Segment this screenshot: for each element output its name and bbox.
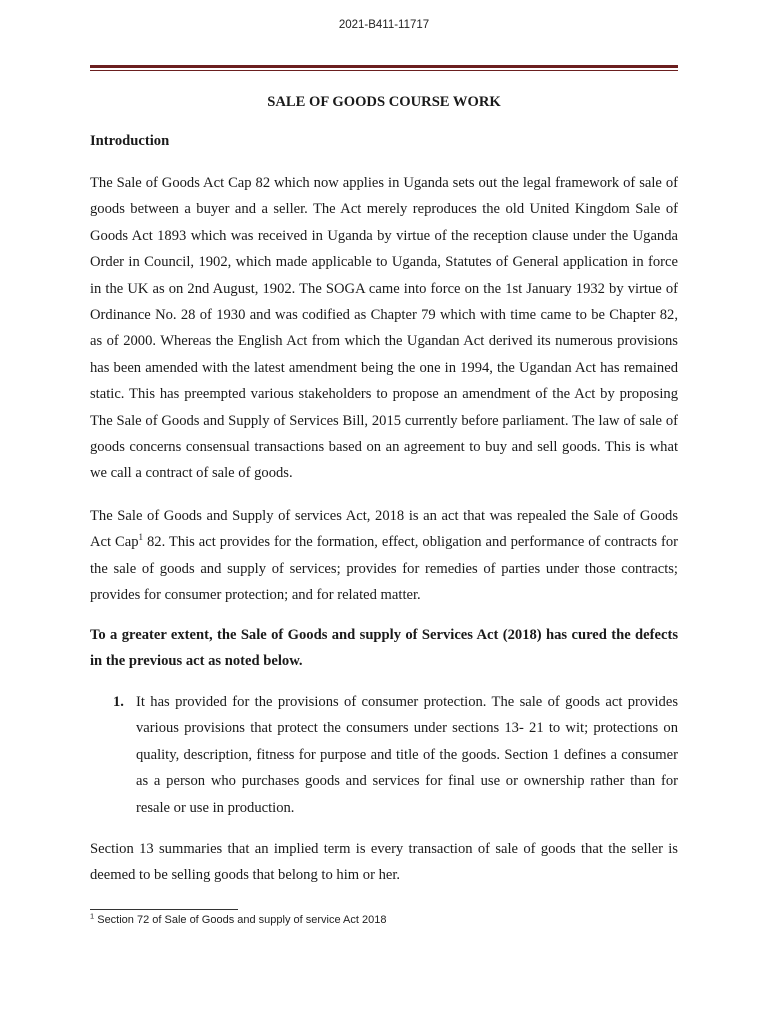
document-code: 2021-B411-11717 xyxy=(338,19,430,31)
footnote-text: Section 72 of Sale of Goods and supply of service Act 2018 xyxy=(94,914,387,926)
list-item-number: 1. xyxy=(113,694,124,710)
list-item-text: It has provided for the provisions of consumer protection. The sale of goods act provides various provisions that protect the consumers under sections 13- 21 to wit; protections on quality, description, fitness for purpose and title of the goods. Section 1 defines a consumer as a person who purchases goods and services for final use or ownership rather than for resale or use in production. xyxy=(136,694,678,816)
paragraph-section-13: Section 13 summaries that an implied term is every transaction of sale of goods that the seller is deemed to be selling goods that belong to him or her. xyxy=(90,841,678,884)
footnote-reference[interactable]: 1 xyxy=(138,532,144,543)
paragraph-act-2018 xyxy=(90,503,678,609)
paragraph-bold-statement: To a greater extent, the Sale of Goods and supply of Services Act (2018) has cured the defects in the previous act as noted below. xyxy=(90,627,678,670)
header-rule-thin xyxy=(90,70,678,71)
footnote-mark: 1 xyxy=(90,911,95,921)
paragraph-act-2018-part2: 82. This act provides for the formation, effect, obligation and performance of contracts for the sale of goods and supply of services; provides for remedies of parties under those contracts; provides for consumer protection; and for related matter. xyxy=(90,534,678,604)
paragraph-intro: The Sale of Goods Act Cap 82 which now applies in Uganda sets out the legal framework of sale of goods between a buyer and a seller. The Act merely reproduces the old United Kingdom Sale of Goods Act 1893 which was received in Uganda by virtue of the reception clause under the Uganda Order in Council, 1902, which made applicable to Uganda, Statutes of General application in force in the UK as on 2nd August, 1902. The SOGA came into force on the 1st January 1932 by virtue of Ordinance No. 28 of 1930 and was codified as Chapter 79 which with time came to be Chapter 82, as of 2000. Whereas the English Act from which the Ugandan Act derived its numerous provisions has been amended with the latest amendment being the one in 1994, the Ugandan Act has remained static. This has preempted various stakeholders to propose an amendment of the Act by proposing The Sale of Goods and Supply of Services Bill, 2015 currently before parliament. The law of sale of goods concerns consensual transactions based on an agreement to buy and sell goods. This is what we call a contract of sale of goods. xyxy=(90,175,678,482)
section-heading: Introduction xyxy=(90,133,170,149)
document-title: SALE OF GOODS COURSE WORK xyxy=(267,94,501,110)
paragraph-act-2018-part1: The Sale of Goods and Supply of services Act, 2018 is an act that was repealed the Sale of Goods Act Cap xyxy=(90,508,678,551)
header-rule-thick xyxy=(90,65,678,68)
footnote-separator xyxy=(90,909,238,910)
footnote xyxy=(90,911,387,926)
